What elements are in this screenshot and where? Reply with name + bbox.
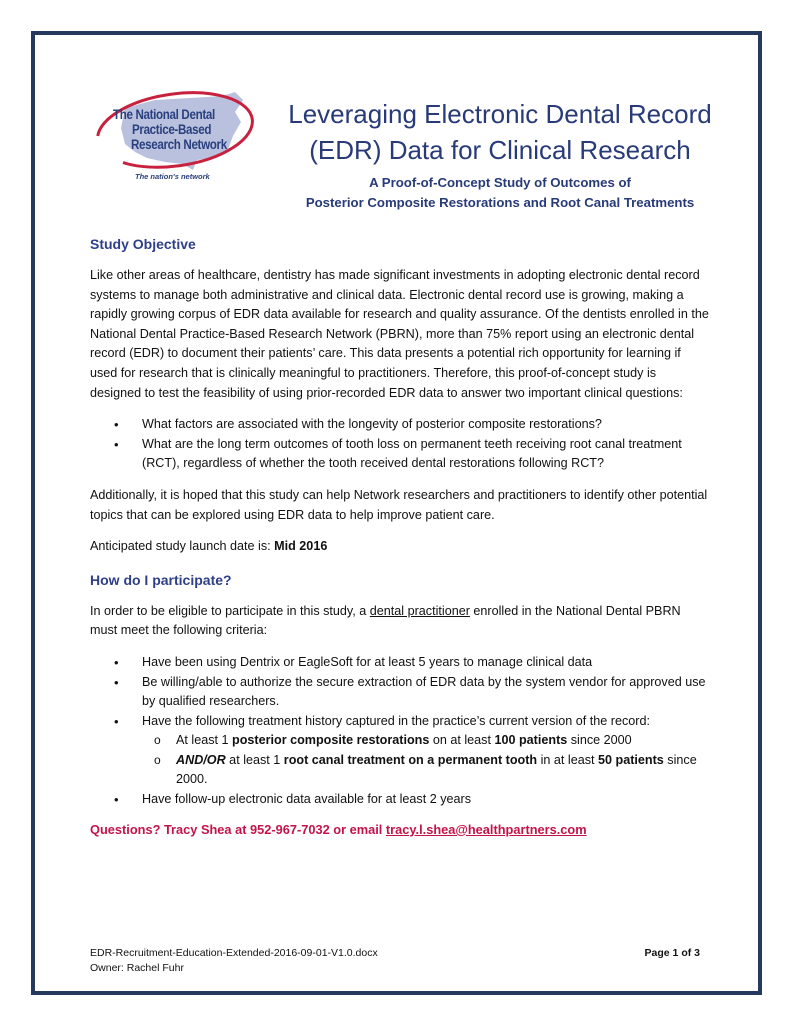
sub-criteria-item <box>176 751 710 790</box>
clinical-questions-list <box>90 415 710 474</box>
emphasis: AND/OR <box>176 752 226 767</box>
objective-paragraph: Like other areas of healthcare, dentistry has made significant investments in adopting electronic dental record systems to manage both administrative and clinical data. Electronic dental record use is growing, making a rapidly growing corpus of EDR data available for research and quality assurance. Of the dentists enrolled in the National Dental Practice-Based Research Network (PBRN), more than 75% report using an electronic dental record (EDR) to document their patients’ care. This data presents a potential rich opportunity for learning if used for research that is clinically meaningful to practitioners. Therefore, this proof-of-concept study is designed to test the feasibility of using prior-recorded EDR data to answer two important clinical questions: <box>90 268 709 400</box>
text: at least 1 <box>225 752 284 767</box>
criteria-item: • Be willing/able to authorize the secure extraction of EDR data by the system vendor for approved use by qualified researchers. <box>142 673 710 712</box>
emphasis: 100 patients <box>494 733 568 748</box>
text: in at least <box>537 752 599 767</box>
logo-tagline: The nation's network <box>135 172 210 181</box>
launch-label: Anticipated study launch date is: <box>90 539 275 554</box>
title-line-1: Leveraging Electronic Dental Record <box>288 99 712 129</box>
text: on at least <box>429 733 495 748</box>
footer-filename: EDR-Recruitment-Education-Extended-2016-09-01-V1.0.docx <box>90 947 378 959</box>
document-title <box>280 96 720 168</box>
text: At least 1 <box>176 733 233 748</box>
sub-criteria-item <box>176 731 710 751</box>
logo-line-3: Research Network <box>131 137 227 152</box>
emphasis: posterior composite restorations <box>232 733 430 748</box>
logo-line-2: Practice-Based <box>132 122 212 137</box>
emphasis: root canal treatment on a permanent tooth <box>283 752 538 767</box>
intro-text: In order to be eligible to participate in this study, a <box>90 603 370 618</box>
intro-text-end: enrolled in the National Dental PBRN must meet the following criteria: <box>90 603 681 638</box>
launch-date <box>90 537 710 557</box>
pbrn-logo <box>95 78 255 188</box>
study-objective-heading: Study Objective <box>90 236 196 252</box>
criteria-item <box>142 712 710 790</box>
document-body <box>90 235 710 839</box>
subtitle-line-2: Posterior Composite Restorations and Root Canal Treatments <box>305 195 695 210</box>
criteria-item: • Have been using Dentrix or EagleSoft for at least 5 years to manage clinical data <box>142 653 710 673</box>
emphasis: 50 patients <box>598 752 664 767</box>
criteria-item: • Have follow-up electronic data available for at least 2 years <box>142 790 710 810</box>
participate-intro <box>90 602 710 641</box>
contact-email-link[interactable]: tracy.l.shea@healthpartners.com <box>385 821 587 837</box>
question-item: • What factors are associated with the longevity of posterior composite restorations? <box>142 415 710 435</box>
question-item: • What are the long term outcomes of tooth loss on permanent teeth receiving root canal treatment (RCT), regardless of whether the tooth received dental restorations following RCT? <box>142 435 710 474</box>
sub-criteria-list <box>142 731 710 790</box>
contact-text: Questions? Tracy Shea at 952-967-7032 or email <box>90 821 386 837</box>
launch-value: Mid 2016 <box>274 539 328 554</box>
subtitle-line-1: A Proof-of-Concept Study of Outcomes of <box>369 175 631 190</box>
criteria-list <box>90 653 710 810</box>
additional-paragraph: Additionally, it is hoped that this study can help Network researchers and practitioners to identify other potential topics that can be explored using EDR data to help improve patient care. <box>90 487 708 522</box>
text: since 2000. <box>176 752 697 787</box>
page-footer <box>90 946 700 976</box>
criteria-item-text: Have the following treatment history captured in the practice’s current version of the record: <box>142 713 650 728</box>
title-line-2: (EDR) Data for Clinical Research <box>309 135 691 165</box>
page-number: Page 1 of 3 <box>644 947 700 959</box>
footer-owner: Owner: Rachel Fuhr <box>90 962 184 974</box>
dental-practitioner-term: dental practitioner <box>369 603 470 618</box>
contact-line <box>90 820 710 840</box>
logo-line-1: The National Dental <box>113 107 215 122</box>
participate-heading: How do I participate? <box>90 571 232 588</box>
text: since 2000 <box>567 733 632 748</box>
document-subtitle <box>280 173 720 213</box>
